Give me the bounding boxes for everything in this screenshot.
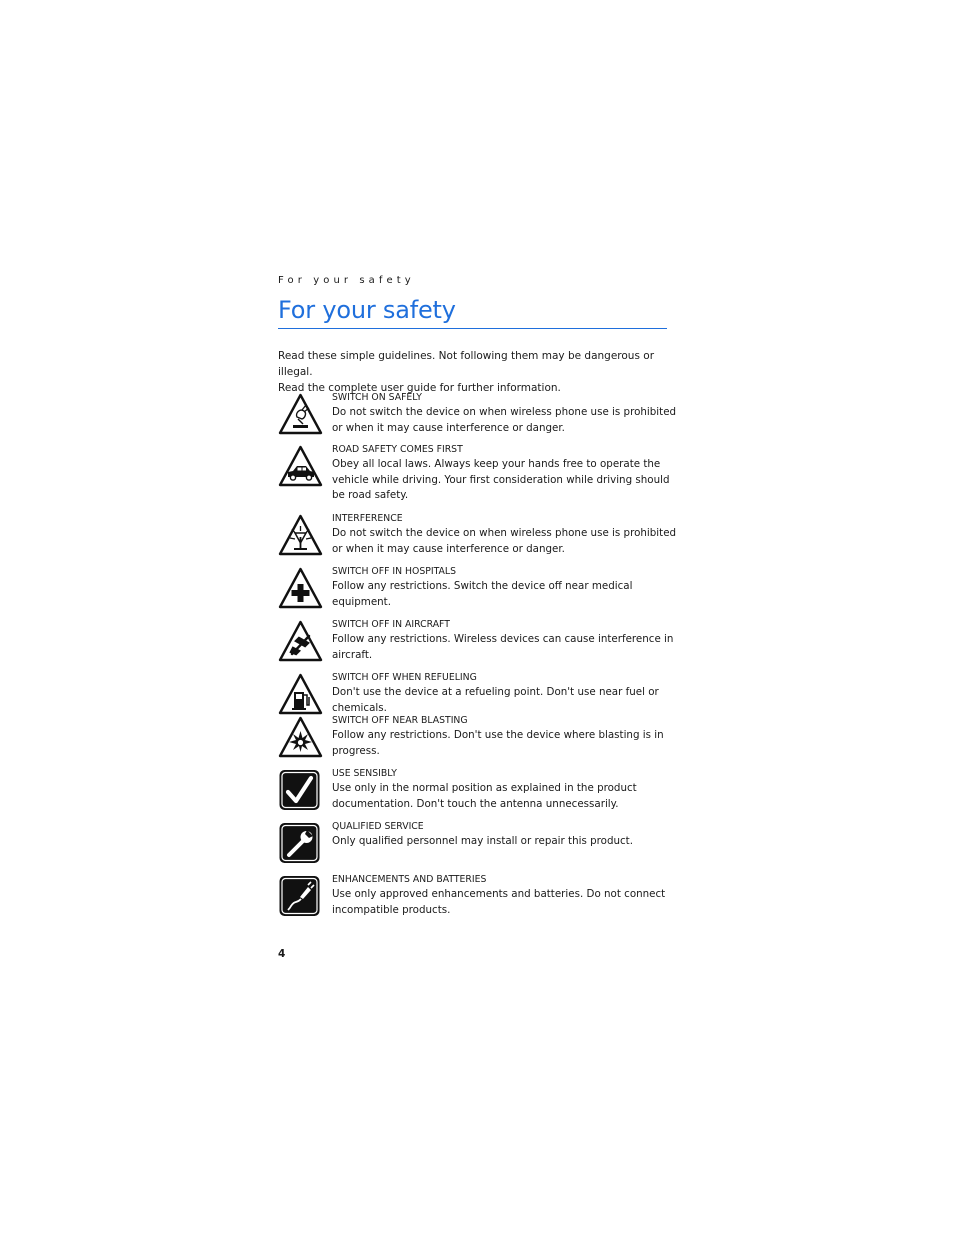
airplane-icon [278, 619, 323, 664]
item-body: Do not switch the device on when wireless phone use is prohibited or when it may cause interference or danger. [332, 406, 677, 434]
intro-line-1: Read these simple guidelines. Not following them may be dangerous or illegal. [278, 350, 655, 378]
item-heading: ENHANCEMENTS AND BATTERIES [332, 874, 487, 885]
item-body: Follow any restrictions. Don't use the device where blasting is in progress. [332, 729, 664, 757]
intro-line-2: Read the complete user guide for further information. [278, 382, 561, 394]
item-heading: ROAD SAFETY COMES FIRST [332, 444, 463, 455]
no-phone-icon [278, 392, 323, 437]
intro-text [278, 348, 678, 396]
item-body: Use only approved enhancements and batteries. Do not connect incompatible products. [332, 888, 666, 916]
checkmark-icon [278, 768, 323, 813]
hospital-cross-icon [278, 566, 323, 611]
page-number: 4 [278, 948, 286, 960]
item-heading: SWITCH OFF IN AIRCRAFT [332, 619, 450, 630]
item-heading: SWITCH ON SAFELY [332, 392, 422, 403]
wrench-icon [278, 821, 323, 866]
item-body: Obey all local laws. Always keep your hands free to operate the vehicle while driving. Your first consideration while driving should be road safety. [332, 458, 670, 501]
item-body: Follow any restrictions. Switch the device off near medical equipment. [332, 580, 633, 608]
title-rule [278, 328, 667, 329]
item-heading: USE SENSIBLY [332, 768, 397, 779]
running-head: For your safety [278, 275, 415, 286]
plug-icon [278, 874, 323, 919]
item-heading: QUALIFIED SERVICE [332, 821, 424, 832]
item-heading: SWITCH OFF IN HOSPITALS [332, 566, 456, 577]
item-body: Follow any restrictions. Wireless devices can cause interference in aircraft. [332, 633, 674, 661]
item-body: Don't use the device at a refueling point. Don't use near fuel or chemicals. [332, 686, 659, 714]
item-body: Use only in the normal position as explained in the product documentation. Don't touch the antenna unnecessarily. [332, 782, 637, 810]
interference-icon [278, 513, 323, 558]
item-heading: SWITCH OFF NEAR BLASTING [332, 715, 468, 726]
fuel-pump-icon [278, 672, 323, 717]
explosion-icon [278, 715, 323, 760]
item-heading: SWITCH OFF WHEN REFUELING [332, 672, 477, 683]
item-body: Do not switch the device on when wireless phone use is prohibited or when it may cause interference or danger. [332, 527, 677, 555]
item-body: Only qualified personnel may install or repair this product. [332, 835, 633, 847]
page-title: For your safety [278, 296, 456, 324]
car-icon [278, 444, 323, 489]
item-heading: INTERFERENCE [332, 513, 403, 524]
